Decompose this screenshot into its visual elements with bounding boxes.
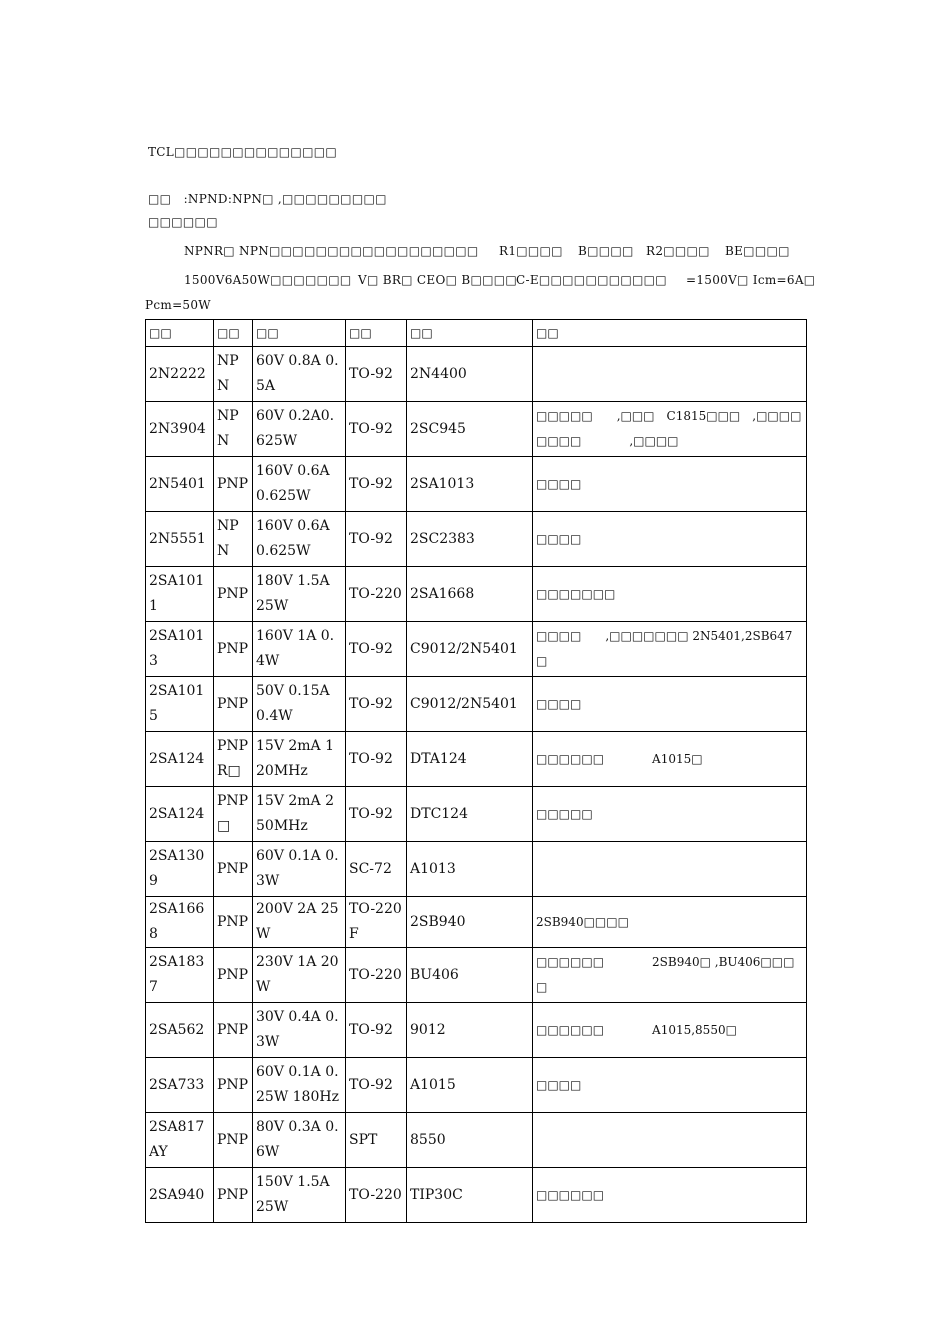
- header-substitute: □□: [407, 320, 533, 347]
- intro-1-e: BE□□□□: [725, 244, 790, 258]
- cell-type: PNP: [214, 948, 253, 1003]
- cell-note: □□□□: [533, 677, 807, 732]
- cell-type: PNP: [214, 1168, 253, 1223]
- cell-model: 2N5401: [146, 457, 214, 512]
- cell-model: 2SA1011: [146, 567, 214, 622]
- cell-model: 2SA733: [146, 1058, 214, 1113]
- cell-type: NPN: [214, 347, 253, 402]
- cell-package: TO-220F: [346, 897, 407, 948]
- cell-substitute: DTA124: [407, 732, 533, 787]
- cell-params: 200V 2A 25W: [253, 897, 346, 948]
- header-params: □□: [253, 320, 346, 347]
- cell-note: □□□□□ ,□□□ C1815□□□ ,□□□□□□□□ ,□□□□: [533, 402, 807, 457]
- cell-params: 180V 1.5A 25W: [253, 567, 346, 622]
- table-row: [146, 677, 807, 732]
- intro-1-c: B□□□□: [578, 244, 634, 258]
- cell-type: PNP: [214, 677, 253, 732]
- intro-2-d: =1500V□ Icm=6A□: [686, 273, 816, 287]
- table-row: [146, 1168, 807, 1223]
- cell-package: TO-92: [346, 622, 407, 677]
- header-package: □□: [346, 320, 407, 347]
- cell-type: PNP: [214, 897, 253, 948]
- cell-note: □□□□: [533, 457, 807, 512]
- table-row: [146, 402, 807, 457]
- cell-model: 2SA1837: [146, 948, 214, 1003]
- cell-params: 60V 0.2A0.625W: [253, 402, 346, 457]
- cell-model: 2SA562: [146, 1003, 214, 1058]
- cell-substitute: 2SC945: [407, 402, 533, 457]
- cell-type: NPN: [214, 512, 253, 567]
- legend-line-2: □□□□□□: [148, 215, 218, 229]
- transistor-table: [145, 319, 807, 1223]
- table-row: [146, 787, 807, 842]
- cell-model: 2SA1309: [146, 842, 214, 897]
- cell-substitute: C9012/2N5401: [407, 622, 533, 677]
- cell-model: 2SA1015: [146, 677, 214, 732]
- cell-note: □□□□□□ 2SB940□ ,BU406□□□□: [533, 948, 807, 1003]
- table-row: [146, 347, 807, 402]
- cell-note: [533, 1113, 807, 1168]
- cell-params: 160V 1A 0.4W: [253, 622, 346, 677]
- table-row: [146, 1113, 807, 1168]
- table-row: [146, 1058, 807, 1113]
- cell-params: 15V 2mA 250MHz: [253, 787, 346, 842]
- cell-type: NPN: [214, 402, 253, 457]
- cell-note: □□□□: [533, 1058, 807, 1113]
- table-row: [146, 512, 807, 567]
- intro-2-a: 1500V6A50W□□□□□□□: [184, 273, 352, 287]
- cell-package: TO-92: [346, 347, 407, 402]
- cell-package: TO-92: [346, 732, 407, 787]
- cell-package: SPT: [346, 1113, 407, 1168]
- cell-params: 30V 0.4A 0.3W: [253, 1003, 346, 1058]
- header-model: □□: [146, 320, 214, 347]
- cell-note: □□□□: [533, 512, 807, 567]
- cell-note: [533, 842, 807, 897]
- cell-params: 15V 2mA 120MHz: [253, 732, 346, 787]
- cell-type: PNP: [214, 622, 253, 677]
- cell-substitute: 2SA1013: [407, 457, 533, 512]
- cell-note: 2SB940□□□□: [533, 897, 807, 948]
- table-row: [146, 567, 807, 622]
- cell-params: 60V 0.1A 0.3W: [253, 842, 346, 897]
- cell-substitute: TIP30C: [407, 1168, 533, 1223]
- cell-params: 230V 1A 20W: [253, 948, 346, 1003]
- cell-type: PNP: [214, 1058, 253, 1113]
- cell-type: PNP: [214, 1003, 253, 1058]
- cell-substitute: A1013: [407, 842, 533, 897]
- cell-substitute: DTC124: [407, 787, 533, 842]
- cell-note: □□□□□□□: [533, 567, 807, 622]
- cell-params: 50V 0.15A 0.4W: [253, 677, 346, 732]
- cell-package: TO-220: [346, 1168, 407, 1223]
- cell-type: PNPR□: [214, 732, 253, 787]
- header-note: □□: [533, 320, 807, 347]
- cell-model: 2SA1013: [146, 622, 214, 677]
- cell-package: TO-92: [346, 677, 407, 732]
- cell-substitute: 2N4400: [407, 347, 533, 402]
- cell-note: [533, 347, 807, 402]
- cell-params: 160V 0.6A 0.625W: [253, 512, 346, 567]
- table-row: [146, 897, 807, 948]
- cell-substitute: 8550: [407, 1113, 533, 1168]
- cell-package: TO-220: [346, 567, 407, 622]
- cell-note: □□□□□□ A1015□: [533, 732, 807, 787]
- cell-type: PNP□: [214, 787, 253, 842]
- cell-package: TO-92: [346, 402, 407, 457]
- cell-type: PNP: [214, 1113, 253, 1168]
- table-row: [146, 457, 807, 512]
- cell-package: TO-92: [346, 457, 407, 512]
- table-row: [146, 842, 807, 897]
- intro-line-3: Pcm=50W: [145, 298, 211, 312]
- cell-model: 2SA124: [146, 787, 214, 842]
- intro-1-d: R2□□□□: [646, 244, 710, 258]
- cell-note: □□□□ ,□□□□□□□ 2N5401,2SB647□: [533, 622, 807, 677]
- cell-substitute: 2SB940: [407, 897, 533, 948]
- cell-model: 2SA817AY: [146, 1113, 214, 1168]
- table-row: [146, 948, 807, 1003]
- table-row: [146, 1003, 807, 1058]
- cell-substitute: C9012/2N5401: [407, 677, 533, 732]
- cell-params: 150V 1.5A 25W: [253, 1168, 346, 1223]
- intro-1-b: R1□□□□: [499, 244, 563, 258]
- cell-model: 2N2222: [146, 347, 214, 402]
- cell-substitute: 2SA1668: [407, 567, 533, 622]
- cell-model: 2SA124: [146, 732, 214, 787]
- cell-params: 80V 0.3A 0.6W: [253, 1113, 346, 1168]
- cell-type: PNP: [214, 842, 253, 897]
- cell-note: □□□□□□ A1015,8550□: [533, 1003, 807, 1058]
- cell-package: SC-72: [346, 842, 407, 897]
- cell-type: PNP: [214, 567, 253, 622]
- cell-substitute: 2SC2383: [407, 512, 533, 567]
- intro-2-b: V□ BR□ CEO□ B□□□□: [358, 273, 518, 287]
- cell-note: □□□□□: [533, 787, 807, 842]
- table-header-row: [146, 320, 807, 347]
- cell-model: 2SA1668: [146, 897, 214, 948]
- legend-line: □□ :NPND:NPN□ ,□□□□□□□□□: [148, 192, 387, 206]
- table-row: [146, 622, 807, 677]
- cell-package: TO-220: [346, 948, 407, 1003]
- cell-note: □□□□□□: [533, 1168, 807, 1223]
- intro-2-c: C-E□□□□□□□□□□□: [516, 273, 667, 287]
- header-type: □□: [214, 320, 253, 347]
- document-title: TCL□□□□□□□□□□□□□□: [148, 145, 337, 159]
- cell-model: 2N5551: [146, 512, 214, 567]
- intro-1-a: NPNR□ NPN□□□□□□□□□□□□□□□□□□: [184, 244, 479, 258]
- cell-params: 160V 0.6A 0.625W: [253, 457, 346, 512]
- cell-substitute: BU406: [407, 948, 533, 1003]
- cell-package: TO-92: [346, 1003, 407, 1058]
- cell-package: TO-92: [346, 787, 407, 842]
- cell-substitute: 9012: [407, 1003, 533, 1058]
- cell-substitute: A1015: [407, 1058, 533, 1113]
- cell-model: 2N3904: [146, 402, 214, 457]
- cell-params: 60V 0.1A 0.25W 180Hz: [253, 1058, 346, 1113]
- cell-params: 60V 0.8A 0.5A: [253, 347, 346, 402]
- cell-package: TO-92: [346, 512, 407, 567]
- table-row: [146, 732, 807, 787]
- cell-model: 2SA940: [146, 1168, 214, 1223]
- cell-type: PNP: [214, 457, 253, 512]
- cell-package: TO-92: [346, 1058, 407, 1113]
